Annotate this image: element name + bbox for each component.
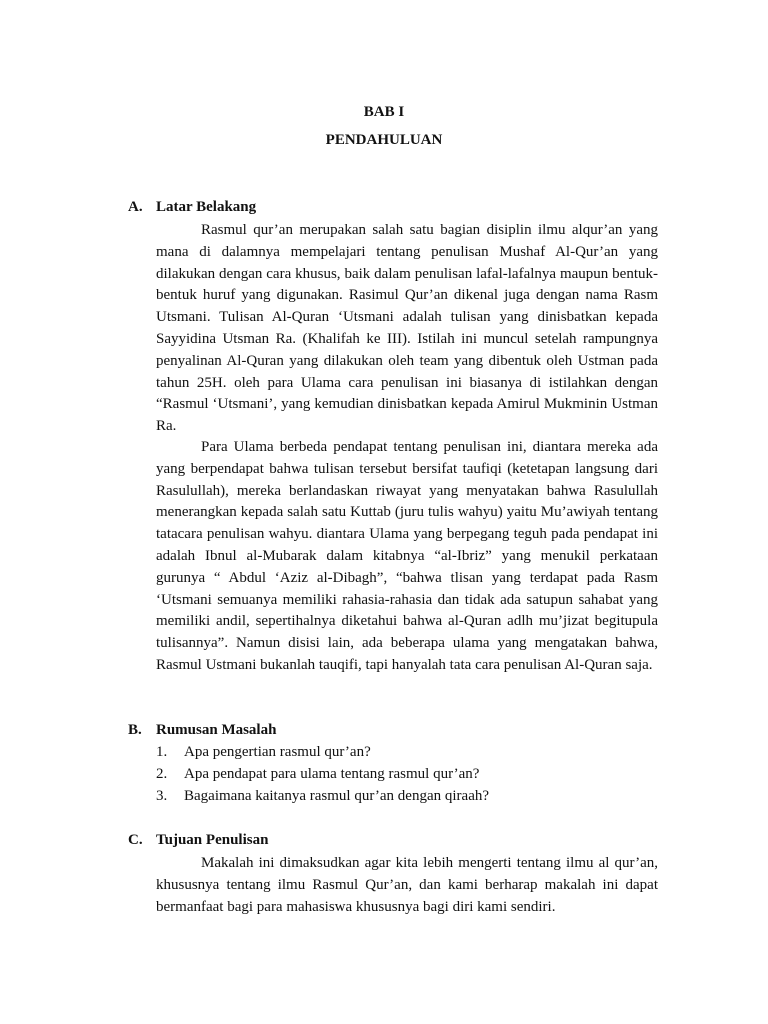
section-a-paragraph-1: Rasmul qur’an merupakan salah satu bagian disiplin ilmu alqur’an yang mana di dalamnya mempelajari tentang penulisan Mushaf Al-Qur’an yang dilakukan dengan cara khusus, baik dalam penulisan lafal-lafalnya maupun bentuk-bentuk huruf yang digunakan. Rasimul Qur’an dikenal juga dengan nama Rasm Utsmani. Tulisan Al-Quran ‘Utsmani adalah tulisan yang dinisbatkan kepada Sayyidina Utsman Ra. (Khalifah ke III). Istilah ini muncul setelah rampungnya penyalinan Al-Quran yang dilakukan oleh team yang dibentuk oleh Ustman pada tahun 25H. oleh para Ulama cara penulisan ini biasanya di istilahkan dengan “Rasmul ‘Utsmani’, yang kemudian dinisbatkan kepada Amirul Mukminin Ustman Ra.	[156, 222, 658, 435]
problem-item-text: Apa pengertian rasmul qur’an?	[184, 744, 371, 760]
problem-item-text: Bagaimana kaitanya rasmul qur’an dengan qiraah?	[184, 788, 490, 804]
section-c-title: Tujuan Penulisan	[156, 832, 269, 848]
section-b-title: Rumusan Masalah	[156, 722, 277, 738]
section-a-title: Latar Belakang	[156, 199, 257, 215]
section-a-letter: A.	[128, 199, 143, 215]
problem-item-number: 3.	[156, 788, 168, 804]
problem-item	[156, 788, 489, 805]
problem-item-text: Apa pendapat para ulama tentang rasmul qur’an?	[184, 766, 480, 782]
chapter-title: PENDAHULUAN	[325, 132, 443, 148]
problem-item	[156, 766, 479, 783]
section-a-paragraph-2: Para Ulama berbeda pendapat tentang penulisan ini, diantara mereka ada yang berpendapat bahwa tulisan tersebut bersifat taufiqi (ketetapan langsung dari Rasulullah), mereka berlandaskan riwayat yang menyatakan bahwa Rasulullah menerangkan kepada salah satu Kuttab (juru tulis wahyu) yaitu Mu’awiyah tentang tatacara penulisan wahyu. diantara Ulama yang berpegang teguh pada pendapat ini adalah Ibnul al-Mubarak dalam kitabnya “al-Ibriz” yang menukil perkataan gurunya “ Abdul ‘Aziz al-Dibagh”, “bahwa tlisan yang terdapat pada Rasm ‘Utsmani semuanya memiliki rahasia-rahasia dan tidak ada satupun sahabat yang memiliki andil, sepertihalnya diketahui bahwa al-Quran adlh mu’jizat begitupula tulisannya”. Namun disisi lain, ada beberapa ulama yang mengatakan bahwa, Rasmul Ustmani bukanlah tauqifi, tapi hanyalah tata cara penulisan Al-Quran saja.	[156, 439, 658, 673]
chapter-label: BAB I	[363, 104, 405, 120]
section-b-letter: B.	[128, 722, 142, 738]
section-c-letter: C.	[128, 832, 143, 848]
problem-item-number: 1.	[156, 744, 168, 760]
section-c-paragraph: Makalah ini dimaksudkan agar kita lebih mengerti tentang ilmu al qur’an, khususnya tentang ilmu Rasmul Qur’an, dan kami berharap makalah ini dapat bermanfaat bagi para mahasiswa khususnya bagi diri kami sendiri.	[156, 855, 658, 915]
problem-item	[156, 744, 371, 761]
problem-item-number: 2.	[156, 766, 168, 782]
